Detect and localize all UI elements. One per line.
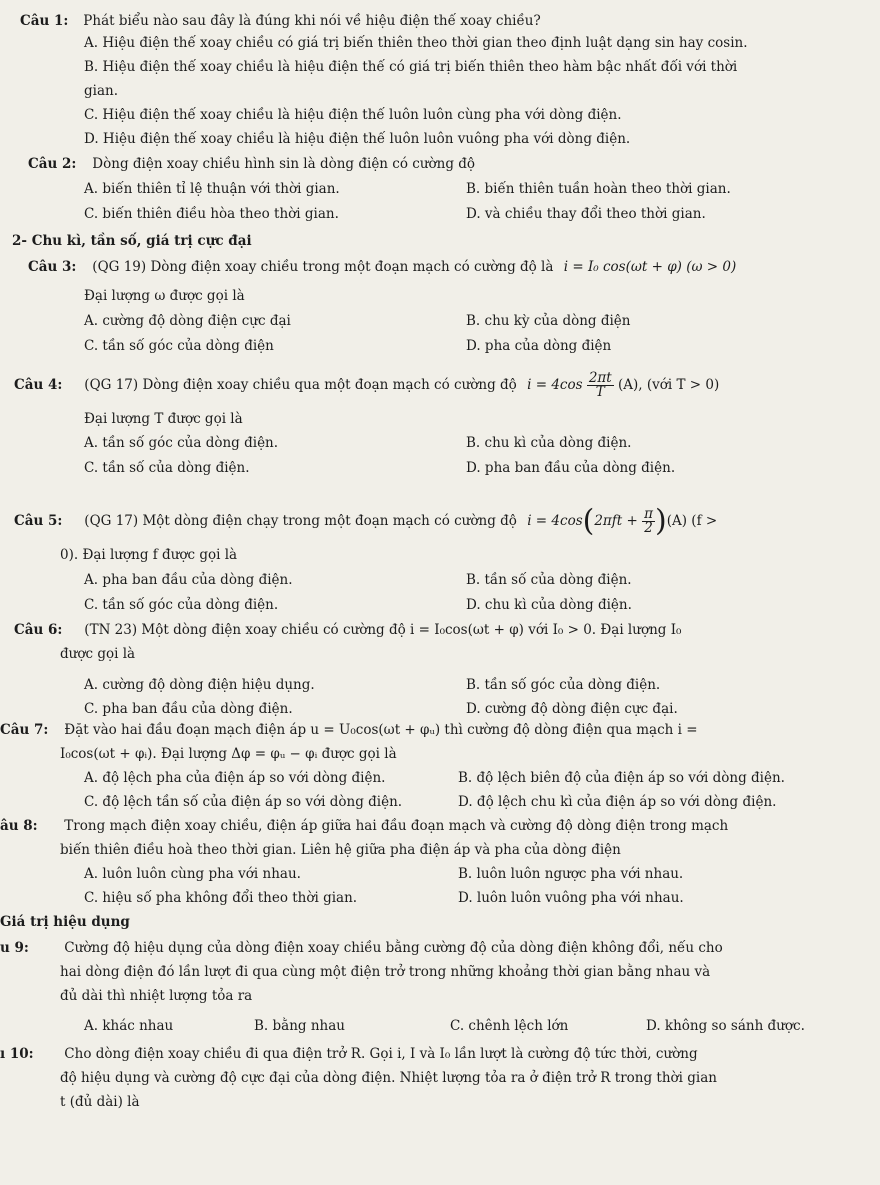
q5-stem-text: (QG 17) Một dòng điện chạy trong một đoạn mạch có cường độ [84, 513, 517, 529]
q1-stem-text: Phát biểu nào sau đây là đúng khi nói về hiệu điện thế xoay chiều? [83, 13, 541, 29]
q9-stem [0, 939, 723, 957]
q3-label: Câu 3: [28, 259, 77, 275]
q4-fraction-denominator: T [595, 384, 605, 400]
q5-formula-left: i = 4cos [527, 513, 583, 529]
q7-option-d: D. độ lệch chu kì của điện áp so với dòng điện. [458, 794, 777, 810]
q8-stem-text: Trong mạch điện xoay chiều, điện áp giữa hai đầu đoạn mạch và cường độ dòng điện trong mạch [64, 818, 729, 834]
q5-formula-inner: 2πft + [594, 513, 638, 529]
q8-option-d: D. luôn luôn vuông pha với nhau. [458, 890, 684, 906]
q9-option-c: C. chênh lệch lớn [450, 1018, 569, 1034]
q4-formula-right: (A), (với T > 0) [618, 377, 720, 393]
q7-stem [0, 721, 698, 739]
q9-option-b: B. bằng nhau [254, 1018, 345, 1034]
q3-option-a: A. cường độ dòng điện cực đại [84, 313, 291, 329]
q10-stem-text: Cho dòng điện xoay chiều đi qua điện trở R. Gọi i, I và I₀ lần lượt là cường độ tức thời, cường [64, 1046, 698, 1062]
q4-option-d: D. pha ban đầu của dòng điện. [466, 460, 676, 476]
q1-label: Câu 1: [20, 13, 69, 29]
q2-option-b: B. biến thiên tuần hoàn theo thời gian. [466, 181, 731, 197]
q4-option-b: B. chu kì của dòng điện. [466, 435, 632, 451]
q9-line3: đủ dài thì nhiệt lượng tỏa ra [60, 988, 253, 1004]
q3-formula: i = I₀ cos(ωt + φ) (ω > 0) [563, 259, 737, 275]
q10-label: ı 10: [0, 1046, 34, 1062]
q5-paren-open: ( [582, 503, 595, 539]
q2-option-d: D. và chiều thay đổi theo thời gian. [466, 206, 706, 222]
q1-option-d: D. Hiệu điện thế xoay chiều là hiệu điện thế luôn luôn vuông pha với dòng điện. [84, 131, 631, 147]
q8-option-c: C. hiệu số pha không đổi theo thời gian. [84, 890, 358, 906]
q4-label: Câu 4: [14, 377, 63, 393]
q4-formula-left: i = 4cos [527, 377, 583, 393]
q5-option-d: D. chu kì của dòng điện. [466, 597, 632, 613]
q4-stem-text: (QG 17) Dòng điện xoay chiều qua một đoạn mạch có cường độ [84, 377, 517, 393]
q3-line2: Đại lượng ω được gọi là [84, 288, 245, 304]
q5-line2: 0). Đại lượng f được gọi là [60, 547, 238, 563]
q1-option-c: C. Hiệu điện thế xoay chiều là hiệu điện thế luôn luôn cùng pha với dòng điện. [84, 107, 622, 123]
q1-option-b: B. Hiệu điện thế xoay chiều là hiệu điện thế có giá trị biến thiên theo hàm bậc nhất đối với thời [84, 59, 738, 75]
q8-label: âu 8: [0, 818, 38, 834]
q7-option-a: A. độ lệch pha của điện áp so với dòng điện. [84, 770, 386, 786]
q9-stem-text: Cường độ hiệu dụng của dòng điện xoay chiều bằng cường độ của dòng điện không đổi, nếu cho [64, 940, 723, 956]
q4-fraction [587, 372, 614, 399]
q9-option-a: A. khác nhau [84, 1018, 174, 1034]
q8-stem [0, 817, 728, 835]
q2-option-a: A. biến thiên tỉ lệ thuận với thời gian. [84, 181, 340, 197]
q5-fraction-denominator: 2 [644, 520, 653, 536]
q1-stem [20, 12, 541, 30]
q7-option-c: C. độ lệch tần số của điện áp so với dòng điện. [84, 794, 403, 810]
q2-stem [28, 155, 475, 173]
q4-line2: Đại lượng T được gọi là [84, 411, 243, 427]
q6-option-c: C. pha ban đầu của dòng điện. [84, 701, 293, 717]
section-heading-2: 2- Chu kì, tần số, giá trị cực đại [12, 233, 252, 249]
q4-option-a: A. tần số góc của dòng điện. [84, 435, 279, 451]
q5-formula-right: (A) (f > [666, 513, 718, 529]
q2-label: Câu 2: [28, 156, 77, 172]
section-heading-3: Giá trị hiệu dụng [0, 914, 130, 930]
q9-option-d: D. không so sánh được. [646, 1018, 805, 1034]
q5-paren-close: ) [655, 503, 667, 539]
q7-option-b: B. độ lệch biên độ của điện áp so với dòng điện. [458, 770, 785, 786]
q3-option-d: D. pha của dòng điện [466, 338, 612, 354]
q10-line2: độ hiệu dụng và cường độ cực đại của dòng điện. Nhiệt lượng tỏa ra ở điện trở R trong thời gian [60, 1070, 717, 1086]
q3-option-b: B. chu kỳ của dòng điện [466, 313, 631, 329]
q8-line2: biến thiên điều hoà theo thời gian. Liên hệ giữa pha điện áp và pha của dòng điện [60, 842, 621, 858]
q7-line2: I₀cos(ωt + φᵢ). Đại lượng Δφ = φᵤ − φᵢ được gọi là [60, 746, 397, 762]
q1-option-a: A. Hiệu điện thế xoay chiều có giá trị biến thiên theo thời gian theo định luật dạng sin hay cosin. [84, 35, 748, 51]
q10-stem [0, 1045, 698, 1063]
q6-option-d: D. cường độ dòng điện cực đại. [466, 701, 678, 717]
q8-option-b: B. luôn luôn ngược pha với nhau. [458, 866, 684, 882]
q9-line2: hai dòng điện đó lần lượt đi qua cùng một điện trở trong những khoảng thời gian bằng nhau và [60, 964, 711, 980]
q5-fraction [642, 508, 655, 535]
q1-option-b-cont: gian. [84, 83, 118, 99]
q5-option-c: C. tần số góc của dòng điện. [84, 597, 279, 613]
q3-stem [28, 258, 736, 276]
q5-label: Câu 5: [14, 513, 63, 529]
q8-option-a: A. luôn luôn cùng pha với nhau. [84, 866, 301, 882]
q5-stem [14, 504, 717, 539]
q2-option-c: C. biến thiên điều hòa theo thời gian. [84, 206, 339, 222]
q7-stem-text: Đặt vào hai đầu đoạn mạch điện áp u = U₀cos(ωt + φᵤ) thì cường độ dòng điện qua mạch i = [64, 722, 698, 738]
q4-fraction-numerator: 2πt [588, 370, 612, 386]
q2-stem-text: Dòng điện xoay chiều hình sin là dòng điện có cường độ [92, 156, 476, 172]
q4-stem [14, 370, 719, 400]
q3-stem-text: (QG 19) Dòng điện xoay chiều trong một đoạn mạch có cường độ là [92, 259, 554, 275]
q5-fraction-numerator: π [644, 506, 654, 522]
q6-label: Câu 6: [14, 622, 63, 638]
q3-option-c: C. tần số góc của dòng điện [84, 338, 274, 354]
q9-label: u 9: [0, 940, 29, 956]
q5-option-a: A. pha ban đầu của dòng điện. [84, 572, 293, 588]
q6-stem [14, 621, 681, 639]
q10-line3: t (đủ dài) là [60, 1094, 140, 1110]
q6-option-b: B. tần số góc của dòng điện. [466, 677, 661, 693]
q5-option-b: B. tần số của dòng điện. [466, 572, 632, 588]
q6-option-a: A. cường độ dòng điện hiệu dụng. [84, 677, 315, 693]
q4-option-c: C. tần số của dòng điện. [84, 460, 250, 476]
q6-stem-text: (TN 23) Một dòng điện xoay chiều có cường độ i = I₀cos(ωt + φ) với I₀ > 0. Đại lượng I₀ [84, 622, 682, 638]
q7-label: Câu 7: [0, 722, 49, 738]
q6-line2: được gọi là [60, 646, 136, 662]
